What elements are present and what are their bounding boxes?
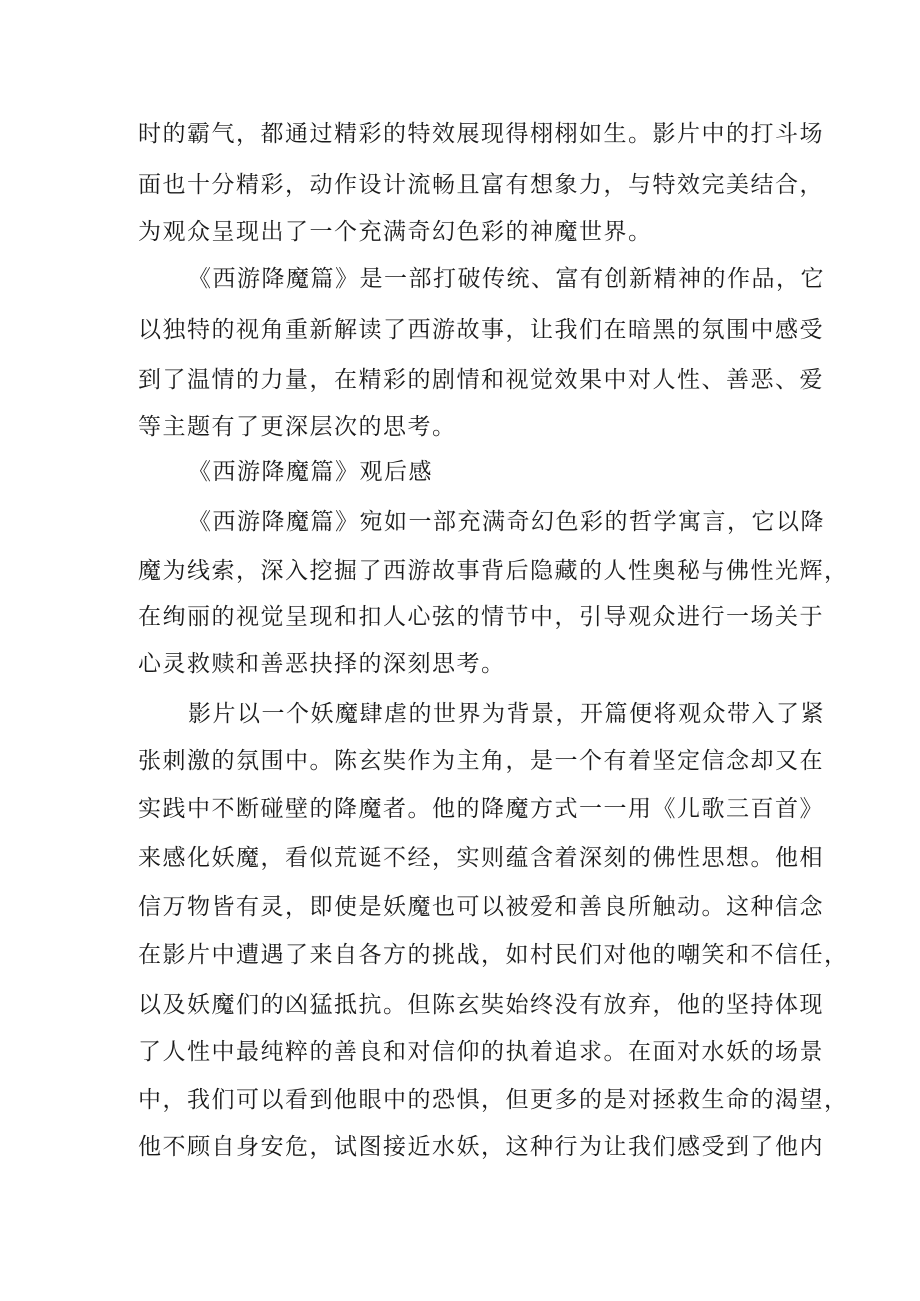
text-line: 为观众呈现出了一个充满奇幻色彩的神魔世界。 xyxy=(138,219,653,245)
text-line: 在绚丽的视觉呈现和扣人心弦的情节中，引导观众进行一场关于 xyxy=(138,604,824,630)
text-line: 他不顾自身安危，试图接近水妖，这种行为让我们感受到了他内 xyxy=(138,1134,824,1160)
text-line: 以独特的视角重新解读了西游故事，让我们在暗黑的氛围中感受 xyxy=(138,317,824,343)
text-line: 了人性中最纯粹的善良和对信仰的执着追求。在面对水妖的场景 xyxy=(138,1039,824,1065)
text-line: 等主题有了更深层次的思考。 xyxy=(138,414,457,440)
text-line: 在影片中遭遇了来自各方的挑战，如村民们对他的嘲笑和不信任， xyxy=(138,942,849,968)
text-line: 来感化妖魔，看似荒诞不经，实则蕴含着深刻的佛性思想。他相 xyxy=(138,845,824,871)
text-line: 到了温情的力量，在精彩的剧情和视觉效果中对人性、善恶、爱 xyxy=(138,367,824,393)
paragraph-start-line: 《西游降魔篇》是一部打破传统、富有创新精神的作品，它 xyxy=(188,266,825,292)
text-line: 魔为线索，深入挖掘了西游故事背后隐藏的人性奥秘与佛性光辉， xyxy=(138,558,849,584)
text-line: 时的霸气，都通过精彩的特效展现得栩栩如生。影片中的打斗场 xyxy=(138,121,824,147)
text-line: 中，我们可以看到他眼中的恐惧，但更多的是对拯救生命的渴望， xyxy=(138,1087,849,1113)
text-line: 信万物皆有灵，即使是妖魔也可以被爱和善良所触动。这种信念 xyxy=(138,894,824,920)
paragraph-start-line: 影片以一个妖魔肆虐的世界为背景，开篇便将观众带入了紧 xyxy=(188,701,825,727)
text-line: 实践中不断碰壁的降魔者。他的降魔方式一一用《儿歌三百首》 xyxy=(138,796,824,822)
text-line: 面也十分精彩，动作设计流畅且富有想象力，与特效完美结合， xyxy=(138,172,824,198)
text-line: 心灵救赎和善恶抉择的深刻思考。 xyxy=(138,651,506,677)
text-line: 张刺激的氛围中。陈玄奘作为主角，是一个有着坚定信念却又在 xyxy=(138,748,824,774)
paragraph-start-line: 《西游降魔篇》宛如一部充满奇幻色彩的哲学寓言，它以降 xyxy=(188,509,825,535)
text-line: 以及妖魔们的凶猛抵抗。但陈玄奘始终没有放弃，他的坚持体现 xyxy=(138,992,824,1018)
section-title: 《西游降魔篇》观后感 xyxy=(188,459,433,485)
